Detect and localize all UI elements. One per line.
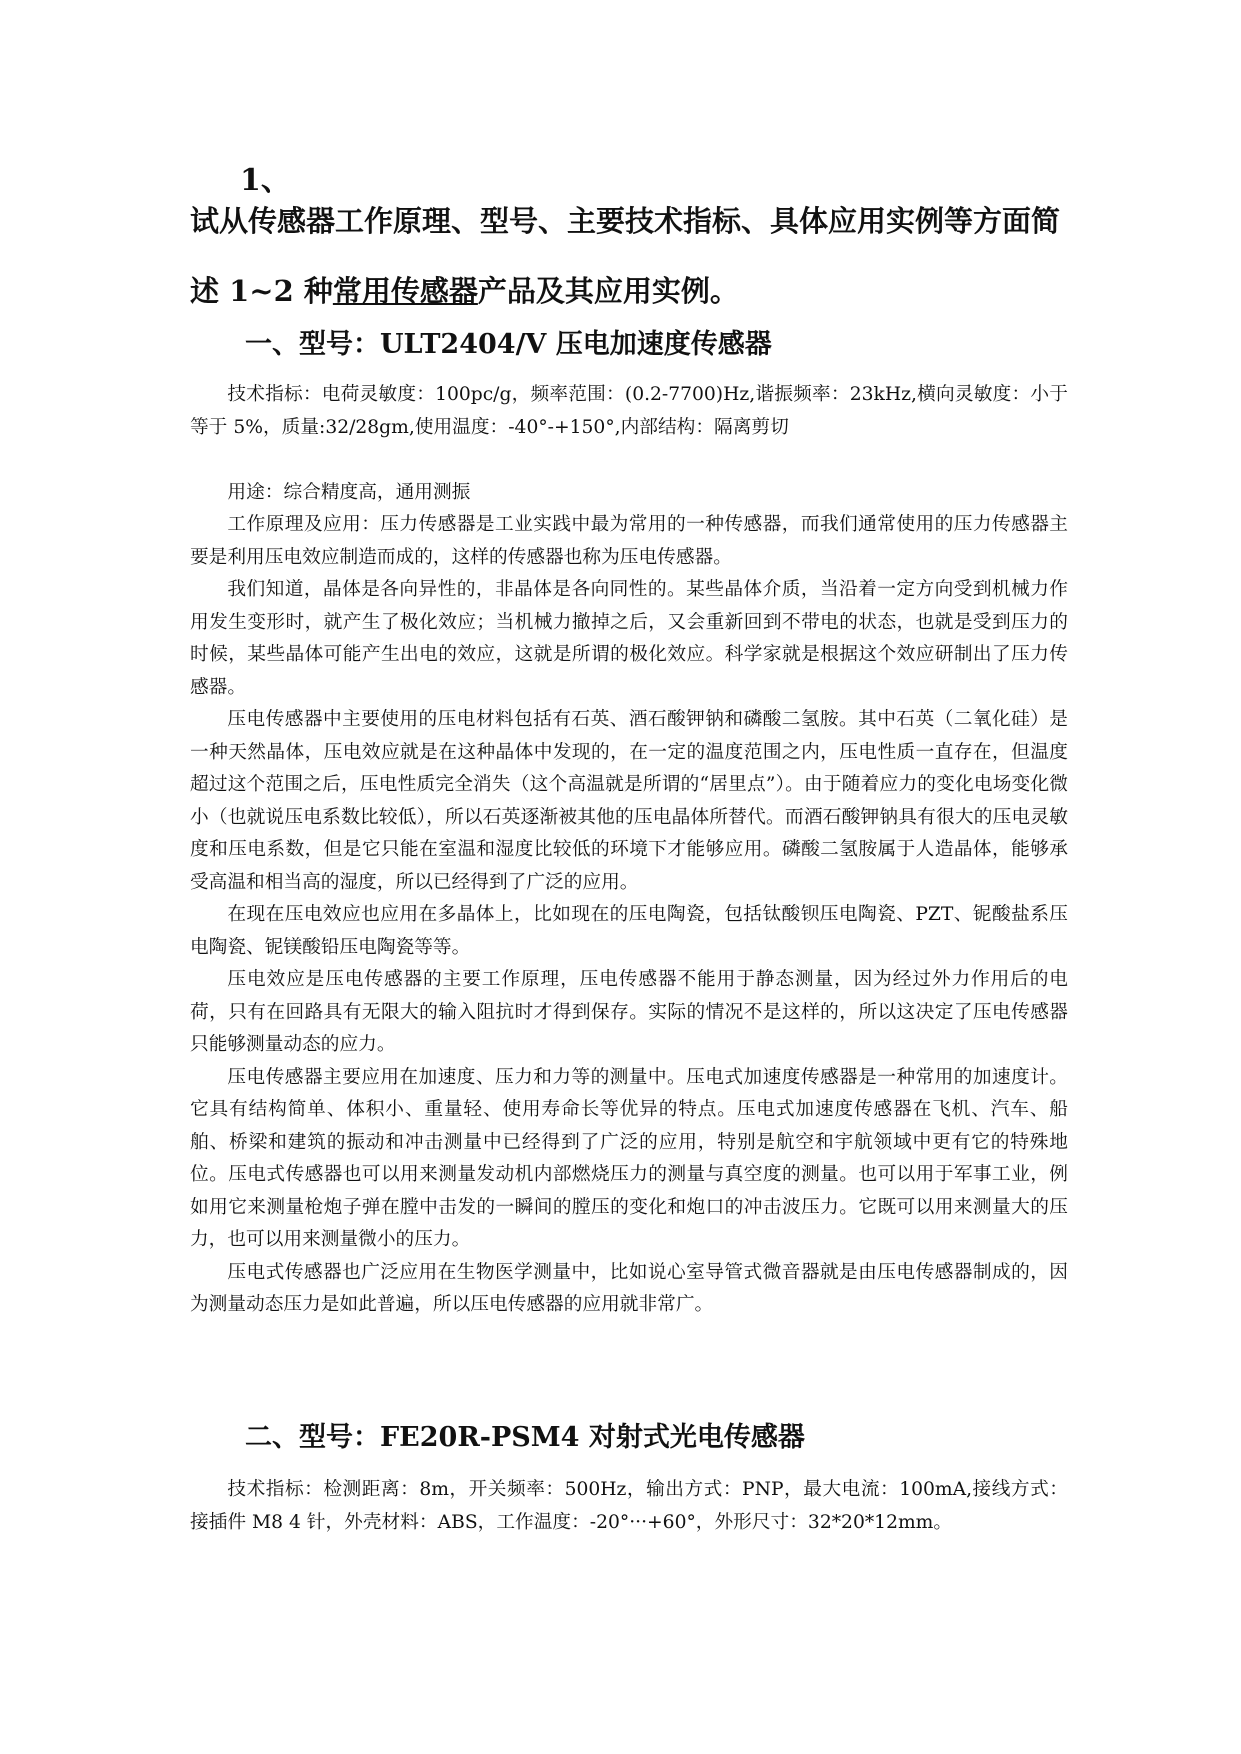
section2-body (190, 1474, 1068, 1539)
title-underlined-text: 常用传感器 (332, 274, 478, 308)
body-paragraph: 压电式传感器也广泛应用在生物医学测量中，比如说心室导管式微音器就是由压电传感器制成的，因为测量动态压力是如此普遍，所以压电传感器的应用就非常广。 (190, 1261, 1068, 1315)
body-paragraph: 压电传感器中主要使用的压电材料包括有石英、酒石酸钾钠和磷酸二氢胺。其中石英（二氧化硅）是一种天然晶体，压电效应就是在这种晶体中发现的，在一定的温度范围之内，压电性质一直存在，但温度超过这个范围之后，压电性质完全消失（这个高温就是所谓的“居里点”）。由于随着应力的变化电场变化微小（也就说压电系数比较低），所以石英逐渐被其他的压电晶体所替代。而酒石酸钾钠具有很大的压电灵敏度和压电系数，但是它只能在室温和湿度比较低的环境下才能够应用。磷酸二氢胺属于人造晶体，能够承受高温和相当高的湿度，所以已经得到了广泛的应用。 (190, 709, 1068, 893)
section2-heading: 二、型号：FE20R-PSM4 对射式光电传感器 (245, 1422, 805, 1453)
title-text-part1: 试从传感器工作原理、型号、主要技术指标、具体应用实例等方面简述 1~2 种 (190, 204, 1061, 308)
body-paragraph: 压电传感器主要应用在加速度、压力和力等的测量中。压电式加速度传感器是一种常用的加速度计。它具有结构简单、体积小、重量轻、使用寿命长等优异的特点。压电式加速度传感器在飞机、汽车、船舶、桥梁和建筑的振动和冲击测量中已经得到了广泛的应用，特别是航空和宇航领域中更有它的特殊地位。压电式传感器也可以用来测量发动机内部燃烧压力的测量与真空度的测量。也可以用于军事工业，例如用它来测量枪炮子弹在膛中击发的一瞬间的膛压的变化和炮口的冲击波压力。它既可以用来测量大的压力，也可以用来测量微小的压力。 (190, 1066, 1068, 1250)
body-paragraph: 压电效应是压电传感器的主要工作原理，压电传感器不能用于静态测量，因为经过外力作用后的电荷，只有在回路具有无限大的输入阻抗时才得到保存。实际的情况不是这样的，所以这决定了压电传感器只能够测量动态的应力。 (190, 969, 1068, 1055)
section1-body (190, 379, 1068, 1322)
usage-paragraph: 用途：综合精度高，通用测振 (227, 481, 471, 503)
spec-paragraph: 技术指标：检测距离：8m，开关频率：500Hz，输出方式：PNP，最大电流：100mA,接线方式：接插件 M8 4 针，外壳材料：ABS，工作温度：-20°···+60°，外形尺寸：32*20*12mm。 (190, 1479, 1068, 1533)
question-number: 1、 (240, 163, 291, 198)
page-title (190, 186, 1070, 326)
title-text-part2: 产品及其应用实例。 (477, 274, 739, 308)
section1-heading: 一、型号：ULT2404/V 压电加速度传感器 (245, 329, 772, 360)
body-paragraph: 我们知道，晶体是各向异性的，非晶体是各向同性的。某些晶体介质，当沿着一定方向受到机械力作用发生变形时，就产生了极化效应；当机械力撤掉之后，又会重新回到不带电的状态，也就是受到压力的时候，某些晶体可能产生出电的效应，这就是所谓的极化效应。科学家就是根据这个效应研制出了压力传感器。 (190, 579, 1068, 698)
spec-paragraph: 技术指标：电荷灵敏度：100pc/g，频率范围：(0.2-7700)Hz,谐振频率：23kHz,横向灵敏度：小于等于 5%，质量:32/28gm,使用温度：-40°-+150°,内部结构：隔离剪切 (190, 384, 1068, 438)
body-paragraph: 工作原理及应用：压力传感器是工业实践中最为常用的一种传感器，而我们通常使用的压力传感器主要是利用压电效应制造而成的，这样的传感器也称为压电传感器。 (190, 514, 1068, 568)
body-paragraph: 在现在压电效应也应用在多晶体上，比如现在的压电陶瓷，包括钛酸钡压电陶瓷、PZT、铌酸盐系压电陶瓷、铌镁酸铅压电陶瓷等等。 (190, 904, 1068, 958)
